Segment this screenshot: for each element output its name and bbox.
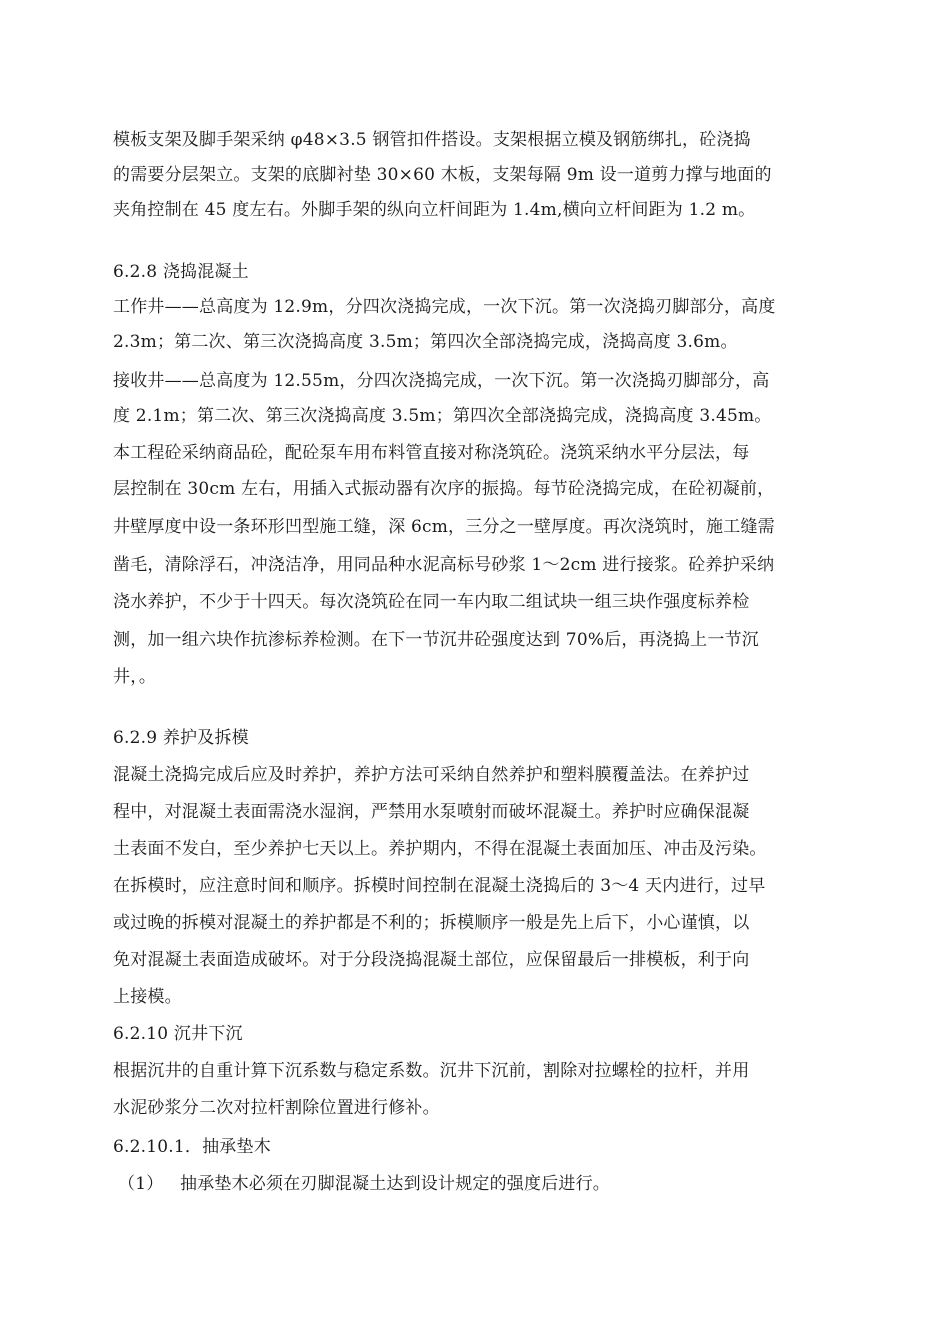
paragraph-line: 上接模。	[113, 987, 182, 1007]
paragraph-line: 在拆模时，应注意时间和顺序。拆模时间控制在混凝土浇捣后的 3～4 天内进行，过早	[113, 876, 766, 896]
paragraph-line: 工作井——总高度为 12.9m，分四次浇捣完成，一次下沉。第一次浇捣刃脚部分，高度	[113, 297, 776, 317]
section-heading-6-2-9: 6.2.9 养护及拆模	[113, 728, 249, 748]
paragraph-line: 层控制在 30cm 左右，用插入式振动器有次序的振捣。每节砼浇捣完成，在砼初凝前，	[113, 479, 775, 499]
paragraph-line: 或过晚的拆模对混凝土的养护都是不利的；拆模顺序一般是先上后下，小心谨慎，以	[113, 913, 750, 933]
paragraph-line: 2.3m；第二次、第三次浇捣高度 3.5m；第四次全部浇捣完成，浇捣高度 3.6m。	[113, 332, 738, 352]
paragraph-line: 接收井——总高度为 12.55m，分四次浇捣完成，一次下沉。第一次浇捣刃脚部分，高	[113, 371, 770, 391]
paragraph-line: 浇水养护，不少于十四天。每次浇筑砼在同一车内取二组试块一组三块作强度标养检	[113, 592, 750, 612]
paragraph-line: 土表面不发白，至少养护七天以上。养护期内，不得在混凝土表面加压、冲击及污染。	[113, 839, 767, 859]
item-text: 抽承垫木必须在刃脚混凝土达到设计规定的强度后进行。	[180, 1174, 610, 1194]
numbered-item	[118, 1172, 610, 1196]
paragraph-line: 测，加一组六块作抗渗标养检测。在下一节沉井砼强度达到 70%后，再浇捣上一节沉	[113, 630, 759, 650]
paragraph-line: 免对混凝土表面造成破坏。对于分段浇捣混凝土部位，应保留最后一排模板，利于向	[113, 950, 750, 970]
paragraph-line: 凿毛，清除浮石，冲浇洁净，用同品种水泥高标号砂浆 1～2cm 进行接浆。砼养护采纳	[113, 555, 775, 575]
paragraph-line: 的需要分层架立。支架的底脚衬垫 30×60 木板，支架每隔 9m 设一道剪力撑与地面的	[113, 165, 772, 185]
paragraph-line: 本工程砼采纳商品砼，配砼泵车用布料管直接对称浇筑砼。浇筑采纳水平分层法，每	[113, 443, 750, 463]
paragraph-line: 程中，对混凝土表面需浇水湿润，严禁用水泵喷射而破坏混凝土。养护时应确保混凝	[113, 802, 750, 822]
paragraph-line: 根据沉井的自重计算下沉系数与稳定系数。沉井下沉前，割除对拉螺栓的拉杆，并用	[113, 1061, 750, 1081]
paragraph-line: 井壁厚度中设一条环形凹型施工缝，深 6cm，三分之一壁厚度。再次浇筑时，施工缝需	[113, 517, 775, 537]
paragraph-line: 夹角控制在 45 度左右。外脚手架的纵向立杆间距为 1.4m,横向立杆间距为 1.2 m。	[113, 200, 756, 220]
paragraph-line: 井，。	[113, 667, 157, 687]
section-heading-6-2-10-1: 6.2.10.1．抽承垫木	[113, 1137, 271, 1157]
section-heading-6-2-8: 6.2.8 浇捣混凝土	[113, 262, 249, 282]
section-heading-6-2-10: 6.2.10 沉井下沉	[113, 1024, 243, 1044]
paragraph-line: 模板支架及脚手架采纳 φ48×3.5 钢管扣件搭设。支架根据立模及钢筋绑扎，砼浇捣	[113, 130, 751, 150]
item-number: （1）	[118, 1174, 164, 1194]
paragraph-line: 水泥砂浆分二次对拉杆割除位置进行修补。	[113, 1098, 440, 1118]
paragraph-line: 度 2.1m；第二次、第三次浇捣高度 3.5m；第四次全部浇捣完成，浇捣高度 3.45m。	[113, 406, 772, 426]
paragraph-line: 混凝土浇捣完成后应及时养护，养护方法可采纳自然养护和塑料膜覆盖法。在养护过	[113, 765, 750, 785]
